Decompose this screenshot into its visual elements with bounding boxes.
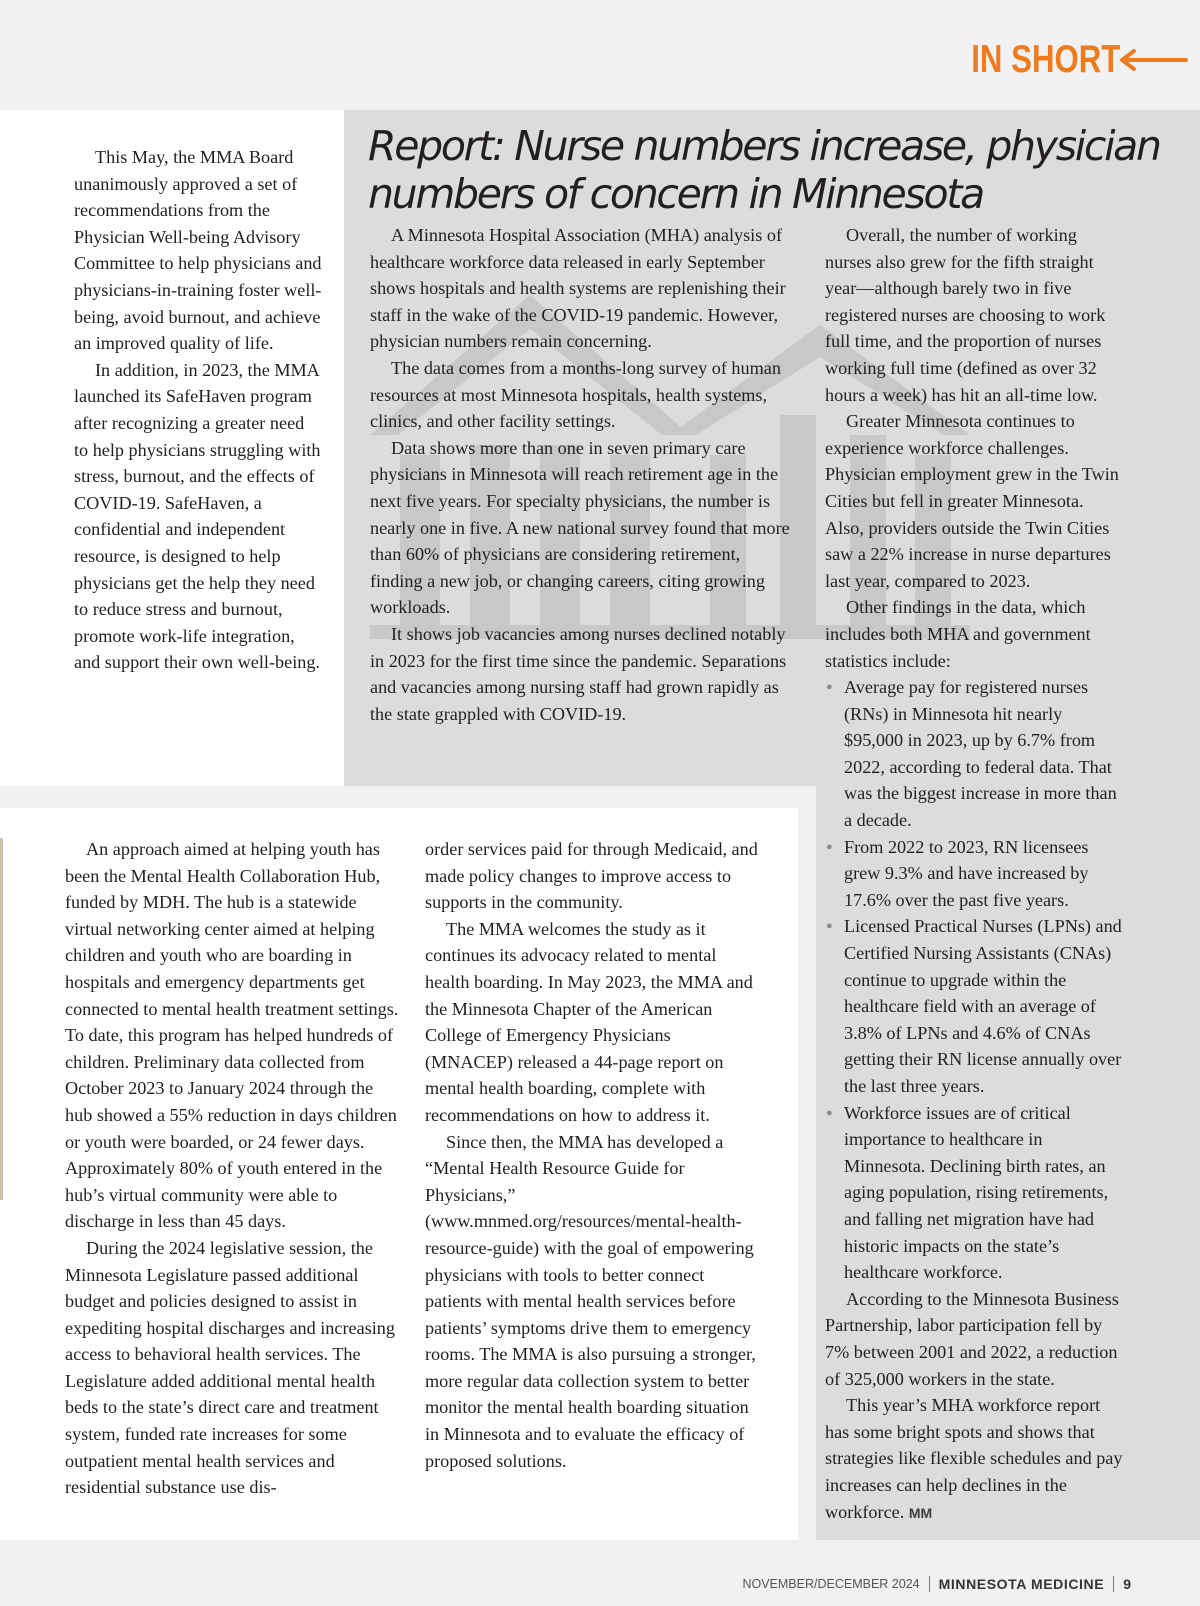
findings-list-item: ● Workforce issues are of critical importance to healthcare in Minnesota. Declining birth rates, an aging population, rising retirements, and falling net migration have had historic impacts on the state’s healthcare workforce. [825, 1100, 1123, 1286]
article-paragraph: Other findings in the data, which includes both MHA and government statistics include: [825, 597, 1091, 671]
page-number: 9 [1123, 1576, 1131, 1592]
panel-edge-rule [0, 838, 3, 1200]
article-paragraph: The data comes from a months-long survey of human resources at most Minnesota hospitals, health systems, clinics, and other facility settings. [370, 357, 781, 432]
article-paragraph: It shows job vacancies among nurses declined notably in 2023 for the first time since the pandemic. Separations and vacancies among nursing staff had grown rapidly as the state grappled with COVID-19. [370, 623, 787, 724]
wellbeing-paragraph: This May, the MMA Board unanimously approved a set of recommendations from the Physician Well-being Advisory Committee to help physicians and physicians-in-training foster well-being, avoid burnout, and achieve an improved quality of life. [74, 147, 322, 354]
closing-text: This year’s MHA workforce report has some bright spots and shows that strategies like flexible schedules and pay increases can help declines in the workforce. [825, 1395, 1123, 1522]
mental-health-paragraph: An approach aimed at helping youth has been the Mental Health Collaboration Hub, funded by MDH. The hub is a statewide virtual networking center aimed at helping children and youth who are boarding in hospitals and emergency departments get connected to mental health treatment settings. To date, this program has helped hundreds of children. Preliminary data collected from October 2023 to January 2024 through the hub showed a 55% reduction in days children or youth were boarded, or 24 fewer days. Approximately 80% of youth entered in the hub’s virtual community were able to discharge in less than 45 days. [65, 839, 399, 1232]
footer-divider [1113, 1576, 1114, 1592]
end-mark: MM [908, 1504, 933, 1521]
article-headline: Report: Nurse numbers increase, physician numbers of concern in Minnesota [368, 122, 1160, 218]
article-paragraph [825, 1392, 1123, 1526]
article-column-2 [825, 222, 1123, 1526]
issue-date: NOVEMBER/DECEMBER 2024 [742, 1577, 920, 1591]
footer-divider [929, 1576, 930, 1592]
wellbeing-column [74, 144, 322, 676]
mental-health-paragraph: The MMA welcomes the study as it continues its advocacy related to mental health boarding. In May 2023, the MMA and the Minnesota Chapter of the American College of Emergency Physicians (MNACEP) released a 44-page report on mental health boarding, complete with recommendations on how to address it. [425, 918, 753, 1125]
article-paragraph: A Minnesota Hospital Association (MHA) analysis of healthcare workforce data released in early September shows hospitals and health systems are replenishing their staff in the wake of the COVID-19 pandemic. However, physician numbers remain concerning. [370, 225, 786, 352]
section-tag [934, 38, 1188, 82]
mental-health-paragraph: During the 2024 legislative session, the Minnesota Legislature passed additional budget and policies designed to assist in expediting hospital discharges and increasing access to behavioral health services. The Legislature added additional mental health beds to the state’s direct care and treatment system, funded rate increases for some outpatient mental health services and residential substance use dis- [65, 1237, 395, 1498]
magazine-name: MINNESOTA MEDICINE [938, 1576, 1105, 1592]
mental-health-column-2 [425, 836, 761, 1474]
article-paragraph: Greater Minnesota continues to experience workforce challenges. Physician employment grew in the Twin Cities but fell in greater Minnesota. Also, providers outside the Twin Cities saw a 22% increase in nurse departures last year, compared to 2023. [825, 411, 1119, 591]
findings-list-item: ● Average pay for registered nurses (RNs) in Minnesota hit nearly $95,000 in 2023, up by 6.7% from 2022, according to federal data. That was the biggest increase in more than a decade. [825, 674, 1123, 834]
page-footer [742, 1576, 1131, 1592]
findings-list [825, 674, 1123, 1286]
mental-health-column-1 [65, 836, 403, 1501]
section-tag-label: IN SHORT [970, 38, 1120, 81]
article-paragraph: Data shows more than one in seven primary care physicians in Minnesota will reach retirement age in the next five years. For specialty physicians, the number is nearly one in five. A new national survey found that more than 60% of physicians are considering retirement, finding a new job, or changing careers, citing growing workloads. [370, 437, 790, 618]
mental-health-paragraph: order services paid for through Medicaid, and made policy changes to improve access to supports in the community. [425, 839, 758, 913]
findings-list-item: ● From 2022 to 2023, RN licensees grew 9.3% and have increased by 17.6% over the past five years. [825, 834, 1123, 914]
mental-health-paragraph: Since then, the MMA has developed a “Mental Health Resource Guide for Physicians,” (www.mnmed.org/resources/mental-health-resource-guide) with the goal of empowering physicians with tools to better connect patients with mental health services before patients’ symptoms drive them to emergency rooms. The MMA is also pursuing a stronger, more regular data collection system to better monitor the mental health boarding situation in Minnesota and to evaluate the efficacy of proposed solutions. [425, 1131, 756, 1471]
article-paragraph: Overall, the number of working nurses also grew for the fifth straight year—although barely two in five registered nurses are choosing to work full time, and the proportion of nurses working full time (defined as over 32 hours a week) has hit an all-time low. [825, 225, 1106, 405]
findings-list-item: ● Licensed Practical Nurses (LPNs) and Certified Nursing Assistants (CNAs) continue to upgrade within the healthcare field with an average of 3.8% of LPNs and 4.6% of CNAs getting their RN license annually over the last three years. [825, 913, 1123, 1099]
wellbeing-paragraph: In addition, in 2023, the MMA launched its SafeHaven program after recognizing a greater need to help physicians struggling with stress, burnout, and the effects of COVID-19. SafeHaven, a confidential and independent resource, is designed to help physicians get the help they need to reduce stress and burnout, promote work-life integration, and support their own well-being. [74, 359, 321, 673]
article-paragraph: According to the Minnesota Business Partnership, labor participation fell by 7% between 2001 and 2022, a reduction of 325,000 workers in the state. [825, 1288, 1119, 1389]
arrow-left-icon [1118, 45, 1188, 75]
article-column-1 [370, 222, 790, 727]
